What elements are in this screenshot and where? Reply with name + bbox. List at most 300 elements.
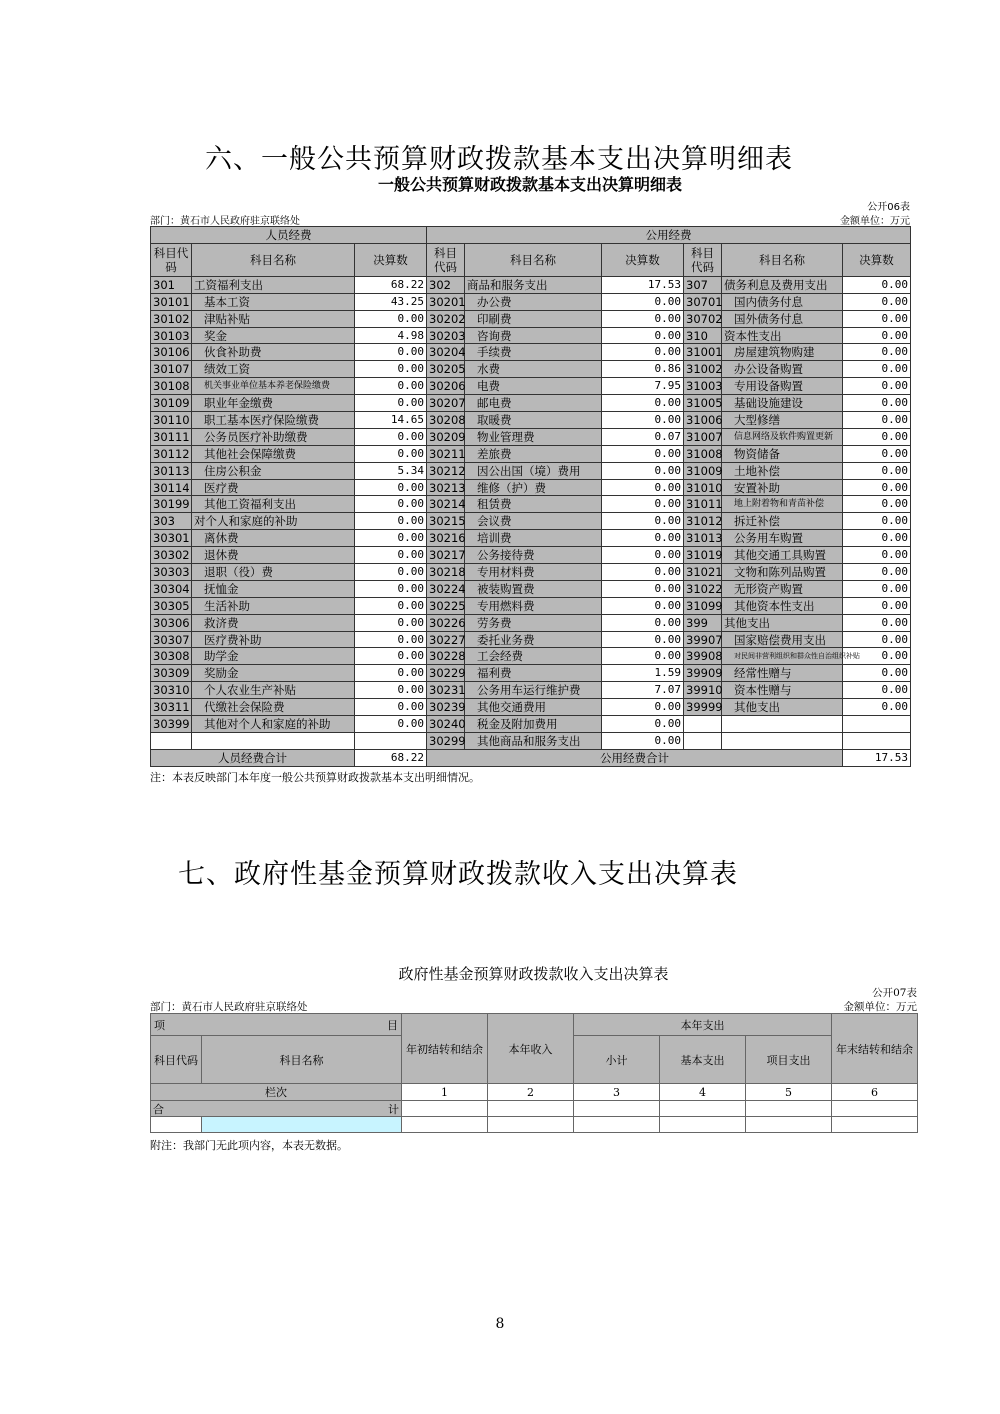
row-code: 30306 xyxy=(151,614,192,631)
table2-seq-label: 栏次 xyxy=(151,1084,402,1101)
row-name: 助学金 xyxy=(192,648,355,665)
row-name: 电费 xyxy=(465,378,602,395)
row-name: 其他商品和服务支出 xyxy=(465,732,602,749)
row-code: 30203 xyxy=(427,327,465,344)
row-name: 个人农业生产补贴 xyxy=(192,682,355,699)
row-amount: 0.00 xyxy=(602,699,684,716)
row-code: 31007 xyxy=(684,428,722,445)
row-amount: 0.00 xyxy=(355,378,427,395)
row-code: 30211 xyxy=(427,445,465,462)
row-code: 30226 xyxy=(427,614,465,631)
table2-total-left: 合 xyxy=(153,1103,164,1116)
row-name: 国外债务付息 xyxy=(722,310,843,327)
row-amount: 0.00 xyxy=(355,496,427,513)
row-code: 30303 xyxy=(151,564,192,581)
row-amount: 0.00 xyxy=(843,513,911,530)
table2 xyxy=(150,1013,918,1133)
row-name: 代缴社会保险费 xyxy=(192,699,355,716)
row-amount: 0.00 xyxy=(355,513,427,530)
row-name: 住房公积金 xyxy=(192,462,355,479)
row-code: 30301 xyxy=(151,530,192,547)
row-code: 30231 xyxy=(427,682,465,699)
table2-cell xyxy=(746,1117,832,1133)
row-amount: 0.00 xyxy=(602,327,684,344)
table1-meta-row xyxy=(150,212,910,226)
row-name: 税金及附加费用 xyxy=(465,716,602,733)
row-amount: 0.00 xyxy=(843,597,911,614)
row-amount: 0.00 xyxy=(602,445,684,462)
row-code: 30215 xyxy=(427,513,465,530)
row-amount: 0.00 xyxy=(602,597,684,614)
row-amount: 0.00 xyxy=(843,428,911,445)
row-code: 39907 xyxy=(684,631,722,648)
row-name xyxy=(192,732,355,749)
row-name: 拆迁补偿 xyxy=(722,513,843,530)
row-name: 差旅费 xyxy=(465,445,602,462)
row-name: 退职（役）费 xyxy=(192,564,355,581)
table2-col-code: 科目代码 xyxy=(151,1036,202,1084)
row-amount: 0.00 xyxy=(843,631,911,648)
row-code xyxy=(684,732,722,749)
table2-item-header xyxy=(151,1014,402,1036)
row-amount: 0.00 xyxy=(602,547,684,564)
row-name: 救济费 xyxy=(192,614,355,631)
row-amount: 0.00 xyxy=(355,564,427,581)
row-code: 31013 xyxy=(684,530,722,547)
table1-dept: 部门：黄石市人民政府驻京联络处 xyxy=(150,216,300,227)
table-row xyxy=(151,547,911,564)
row-amount: 0.00 xyxy=(843,580,911,597)
table2-cell xyxy=(488,1101,574,1117)
total-public-label: 公用经费合计 xyxy=(427,749,843,766)
row-amount: 1.59 xyxy=(602,665,684,682)
table2-cell xyxy=(402,1117,488,1133)
row-code: 30702 xyxy=(684,310,722,327)
row-name: 土地补偿 xyxy=(722,462,843,479)
table2-cell xyxy=(660,1117,746,1133)
row-code: 30101 xyxy=(151,293,192,310)
table-row xyxy=(151,699,911,716)
row-code: 30399 xyxy=(151,716,192,733)
row-code: 30227 xyxy=(427,631,465,648)
row-name: 被装购置费 xyxy=(465,580,602,597)
row-name: 退休费 xyxy=(192,547,355,564)
row-code: 30216 xyxy=(427,530,465,547)
row-name: 因公出国（境）费用 xyxy=(465,462,602,479)
table1-col-code: 科目代码 xyxy=(427,243,465,276)
row-amount: 0.00 xyxy=(355,479,427,496)
row-code xyxy=(684,716,722,733)
table2-form-row xyxy=(150,985,917,999)
row-name: 专用燃料费 xyxy=(465,597,602,614)
row-amount: 0.00 xyxy=(355,614,427,631)
table-row xyxy=(151,310,911,327)
row-code: 30199 xyxy=(151,496,192,513)
row-amount xyxy=(843,716,911,733)
row-name: 其他支出 xyxy=(722,614,843,631)
row-name xyxy=(722,716,843,733)
table2-container xyxy=(150,963,917,1153)
table2-cell xyxy=(151,1117,202,1133)
row-code: 31010 xyxy=(684,479,722,496)
row-name: 水费 xyxy=(465,361,602,378)
row-amount: 0.00 xyxy=(602,412,684,429)
row-code: 30204 xyxy=(427,344,465,361)
row-amount: 0.00 xyxy=(602,631,684,648)
row-code: 31012 xyxy=(684,513,722,530)
row-amount: 0.00 xyxy=(843,665,911,682)
table1-title: 一般公共预算财政拨款基本支出决算明细表 xyxy=(377,175,682,194)
row-amount: 0.00 xyxy=(355,716,427,733)
row-name: 福利费 xyxy=(465,665,602,682)
page-number: 8 xyxy=(495,1316,505,1332)
row-code: 31021 xyxy=(684,564,722,581)
row-name: 公务员医疗补助缴费 xyxy=(192,428,355,445)
table-row xyxy=(151,631,911,648)
table2-col-income: 本年收入 xyxy=(488,1014,574,1084)
row-amount: 0.00 xyxy=(355,530,427,547)
table-row xyxy=(151,564,911,581)
row-name: 生活补助 xyxy=(192,597,355,614)
row-amount: 0.00 xyxy=(602,395,684,412)
row-amount: 0.00 xyxy=(843,445,911,462)
table-row xyxy=(151,496,911,513)
table2-dept: 部门：黄石市人民政府驻京联络处 xyxy=(150,1001,308,1013)
row-name: 维修（护）费 xyxy=(465,479,602,496)
row-name: 债务利息及费用支出 xyxy=(722,276,843,293)
row-name: 劳务费 xyxy=(465,614,602,631)
row-code: 30201 xyxy=(427,293,465,310)
row-amount: 4.98 xyxy=(355,327,427,344)
row-code: 39999 xyxy=(684,699,722,716)
row-code: 30102 xyxy=(151,310,192,327)
table2-cell xyxy=(574,1117,660,1133)
row-amount: 0.00 xyxy=(843,547,911,564)
row-name: 专用设备购置 xyxy=(722,378,843,395)
table2-col-name: 科目名称 xyxy=(202,1036,402,1084)
row-name: 基础设施建设 xyxy=(722,395,843,412)
table2-seq-6: 6 xyxy=(832,1084,918,1101)
table-row xyxy=(151,682,911,699)
table1-group-public: 公用经费 xyxy=(427,227,911,244)
row-amount: 7.07 xyxy=(602,682,684,699)
row-name: 大型修缮 xyxy=(722,412,843,429)
table2-unit: 金额单位：万元 xyxy=(843,1001,917,1013)
row-amount: 0.00 xyxy=(602,716,684,733)
total-public-value: 17.53 xyxy=(843,749,911,766)
row-amount: 0.00 xyxy=(843,699,911,716)
row-code: 30302 xyxy=(151,547,192,564)
row-amount: 0.00 xyxy=(843,412,911,429)
row-amount: 0.07 xyxy=(602,428,684,445)
row-name: 办公设备购置 xyxy=(722,361,843,378)
row-amount: 0.00 xyxy=(602,344,684,361)
row-code: 30304 xyxy=(151,580,192,597)
row-code: 31008 xyxy=(684,445,722,462)
row-name: 地上附着物和青苗补偿 xyxy=(722,496,843,513)
section-heading-7: 七、政府性基金预算财政拨款收入支出决算表 xyxy=(178,859,738,890)
table-row xyxy=(151,614,911,631)
table2-col-begin: 年初结转和结余 xyxy=(402,1014,488,1084)
row-code: 307 xyxy=(684,276,722,293)
table1-container xyxy=(150,172,910,785)
row-code: 30208 xyxy=(427,412,465,429)
row-amount: 0.00 xyxy=(602,732,684,749)
row-amount: 43.25 xyxy=(355,293,427,310)
row-amount: 0.00 xyxy=(602,496,684,513)
table-row xyxy=(151,597,911,614)
row-code: 30217 xyxy=(427,547,465,564)
row-code: 30114 xyxy=(151,479,192,496)
row-name: 工会经费 xyxy=(465,648,602,665)
row-amount: 0.00 xyxy=(843,293,911,310)
table2-seq-5: 5 xyxy=(746,1084,832,1101)
table2-seq-2: 2 xyxy=(488,1084,574,1101)
table2-col-expense: 本年支出 xyxy=(574,1014,832,1036)
row-amount: 0.00 xyxy=(843,344,911,361)
row-name: 机关事业单位基本养老保险缴费 xyxy=(192,378,355,395)
row-name: 办公费 xyxy=(465,293,602,310)
table-row xyxy=(151,648,911,665)
row-amount: 0.00 xyxy=(843,310,911,327)
row-code: 302 xyxy=(427,276,465,293)
row-code: 31002 xyxy=(684,361,722,378)
table-row xyxy=(151,665,911,682)
row-amount: 0.00 xyxy=(843,648,911,665)
row-code: 30112 xyxy=(151,445,192,462)
row-code: 30214 xyxy=(427,496,465,513)
table1-col-code: 科目代码 xyxy=(151,243,192,276)
row-code: 30109 xyxy=(151,395,192,412)
table2-col-end: 年末结转和结余 xyxy=(832,1014,918,1084)
row-amount: 0.00 xyxy=(602,530,684,547)
row-name: 工资福利支出 xyxy=(192,276,355,293)
row-amount: 0.00 xyxy=(843,496,911,513)
row-code: 31003 xyxy=(684,378,722,395)
row-amount: 0.00 xyxy=(355,580,427,597)
row-code: 30305 xyxy=(151,597,192,614)
row-code: 30308 xyxy=(151,648,192,665)
row-code: 30225 xyxy=(427,597,465,614)
row-code: 30207 xyxy=(427,395,465,412)
row-name: 文物和陈列品购置 xyxy=(722,564,843,581)
table2-cell xyxy=(660,1101,746,1117)
row-amount: 0.00 xyxy=(602,310,684,327)
row-name: 其他工资福利支出 xyxy=(192,496,355,513)
row-name: 经常性赠与 xyxy=(722,665,843,682)
row-name: 会议费 xyxy=(465,513,602,530)
row-name: 其他社会保障缴费 xyxy=(192,445,355,462)
table-row xyxy=(151,732,911,749)
row-amount xyxy=(843,732,911,749)
row-name: 其他交通工具购置 xyxy=(722,547,843,564)
row-name: 对个人和家庭的补助 xyxy=(192,513,355,530)
row-code: 31009 xyxy=(684,462,722,479)
row-name: 咨询费 xyxy=(465,327,602,344)
row-amount: 5.34 xyxy=(355,462,427,479)
row-amount: 0.00 xyxy=(843,530,911,547)
table-row xyxy=(151,513,911,530)
table2-seq-4: 4 xyxy=(660,1084,746,1101)
row-code: 31022 xyxy=(684,580,722,597)
row-amount: 0.00 xyxy=(843,614,911,631)
row-name: 邮电费 xyxy=(465,395,602,412)
row-name: 资本性支出 xyxy=(722,327,843,344)
table2-cell xyxy=(832,1101,918,1117)
row-amount: 0.00 xyxy=(355,344,427,361)
row-amount: 0.00 xyxy=(602,479,684,496)
row-name: 国家赔偿费用支出 xyxy=(722,631,843,648)
row-code: 30212 xyxy=(427,462,465,479)
row-code: 30218 xyxy=(427,564,465,581)
row-code: 30110 xyxy=(151,412,192,429)
table2-total-label xyxy=(151,1101,402,1117)
table-row xyxy=(151,479,911,496)
row-code: 30205 xyxy=(427,361,465,378)
row-amount: 0.00 xyxy=(843,462,911,479)
table-row xyxy=(151,293,911,310)
row-amount: 17.53 xyxy=(602,276,684,293)
row-code: 39908 xyxy=(684,648,722,665)
row-code: 30307 xyxy=(151,631,192,648)
row-amount: 0.00 xyxy=(355,699,427,716)
row-code: 31001 xyxy=(684,344,722,361)
table2-form-no: 公开07表 xyxy=(872,987,917,999)
row-code: 30113 xyxy=(151,462,192,479)
row-amount: 0.00 xyxy=(843,395,911,412)
row-name: 专用材料费 xyxy=(465,564,602,581)
row-amount: 0.00 xyxy=(355,648,427,665)
table-row xyxy=(151,395,911,412)
table2-cell xyxy=(402,1101,488,1117)
total-personnel-value: 68.22 xyxy=(355,749,427,766)
table1-col-name: 科目名称 xyxy=(192,243,355,276)
row-amount: 0.00 xyxy=(602,614,684,631)
row-name: 资本性赠与 xyxy=(722,682,843,699)
row-code: 30311 xyxy=(151,699,192,716)
row-name: 奖励金 xyxy=(192,665,355,682)
table1-col-code: 科目代码 xyxy=(684,243,722,276)
row-name: 手续费 xyxy=(465,344,602,361)
row-amount: 14.65 xyxy=(355,412,427,429)
row-code: 30701 xyxy=(684,293,722,310)
row-amount: 0.00 xyxy=(355,597,427,614)
row-name: 抚恤金 xyxy=(192,580,355,597)
row-amount: 0.86 xyxy=(602,361,684,378)
row-name: 取暖费 xyxy=(465,412,602,429)
row-amount: 0.00 xyxy=(843,479,911,496)
table-row xyxy=(151,378,911,395)
row-code: 30213 xyxy=(427,479,465,496)
table2-title: 政府性基金预算财政拨款收入支出决算表 xyxy=(398,965,669,983)
row-name: 职工基本医疗保险缴费 xyxy=(192,412,355,429)
table1-col-name: 科目名称 xyxy=(465,243,602,276)
row-name: 绩效工资 xyxy=(192,361,355,378)
table-row xyxy=(151,580,911,597)
row-code: 31005 xyxy=(684,395,722,412)
row-name: 伙食补助费 xyxy=(192,344,355,361)
row-name: 物业管理费 xyxy=(465,428,602,445)
table1-total-row xyxy=(151,749,911,766)
table-row xyxy=(151,361,911,378)
row-amount: 0.00 xyxy=(355,631,427,648)
row-name: 职业年金缴费 xyxy=(192,395,355,412)
table-row xyxy=(151,276,911,293)
row-code: 39910 xyxy=(684,682,722,699)
row-amount: 0.00 xyxy=(602,580,684,597)
table2-cell xyxy=(832,1117,918,1133)
row-code: 30309 xyxy=(151,665,192,682)
row-code: 30239 xyxy=(427,699,465,716)
row-amount: 0.00 xyxy=(355,445,427,462)
row-name: 租赁费 xyxy=(465,496,602,513)
row-name: 奖金 xyxy=(192,327,355,344)
row-name: 离休费 xyxy=(192,530,355,547)
row-amount: 0.00 xyxy=(602,648,684,665)
row-code: 31006 xyxy=(684,412,722,429)
row-code: 30209 xyxy=(427,428,465,445)
row-name: 基本工资 xyxy=(192,293,355,310)
row-code: 30240 xyxy=(427,716,465,733)
row-name: 对民间非营利组织和群众性自治组织补贴 xyxy=(722,648,843,665)
row-amount: 0.00 xyxy=(602,513,684,530)
table2-cell xyxy=(574,1101,660,1117)
row-name: 委托业务费 xyxy=(465,631,602,648)
table2-seq-3: 3 xyxy=(574,1084,660,1101)
row-code: 30299 xyxy=(427,732,465,749)
row-name: 津贴补贴 xyxy=(192,310,355,327)
row-amount: 0.00 xyxy=(355,665,427,682)
table2-item-right: 目 xyxy=(387,1019,398,1032)
table2-cell xyxy=(746,1101,832,1117)
row-code xyxy=(151,732,192,749)
row-code: 30106 xyxy=(151,344,192,361)
row-code: 399 xyxy=(684,614,722,631)
table1-group-personnel: 人员经费 xyxy=(151,227,427,244)
table-row xyxy=(151,716,911,733)
table2-seq-1: 1 xyxy=(402,1084,488,1101)
row-name: 其他交通费用 xyxy=(465,699,602,716)
row-name: 公务用车购置 xyxy=(722,530,843,547)
row-amount: 0.00 xyxy=(843,327,911,344)
row-code: 310 xyxy=(684,327,722,344)
row-amount: 0.00 xyxy=(602,564,684,581)
table1-note: 注：本表反映部门本年度一般公共预算财政拨款基本支出明细情况。 xyxy=(150,770,480,784)
row-name: 房屋建筑物购建 xyxy=(722,344,843,361)
row-name: 国内债务付息 xyxy=(722,293,843,310)
table1 xyxy=(150,226,911,767)
table1-col-name: 科目名称 xyxy=(722,243,843,276)
row-name: 其他支出 xyxy=(722,699,843,716)
table-row xyxy=(151,445,911,462)
table-row xyxy=(151,344,911,361)
table-row xyxy=(151,327,911,344)
row-code: 301 xyxy=(151,276,192,293)
row-name xyxy=(722,732,843,749)
row-amount: 0.00 xyxy=(355,428,427,445)
row-code: 30206 xyxy=(427,378,465,395)
row-code: 30229 xyxy=(427,665,465,682)
table2-col-project: 项目支出 xyxy=(746,1036,832,1084)
row-name: 医疗费 xyxy=(192,479,355,496)
row-name: 印刷费 xyxy=(465,310,602,327)
row-name: 商品和服务支出 xyxy=(465,276,602,293)
row-amount xyxy=(355,732,427,749)
row-amount: 0.00 xyxy=(843,378,911,395)
table1-form-no: 公开06表 xyxy=(867,202,910,213)
row-amount: 0.00 xyxy=(355,682,427,699)
row-amount: 0.00 xyxy=(843,564,911,581)
